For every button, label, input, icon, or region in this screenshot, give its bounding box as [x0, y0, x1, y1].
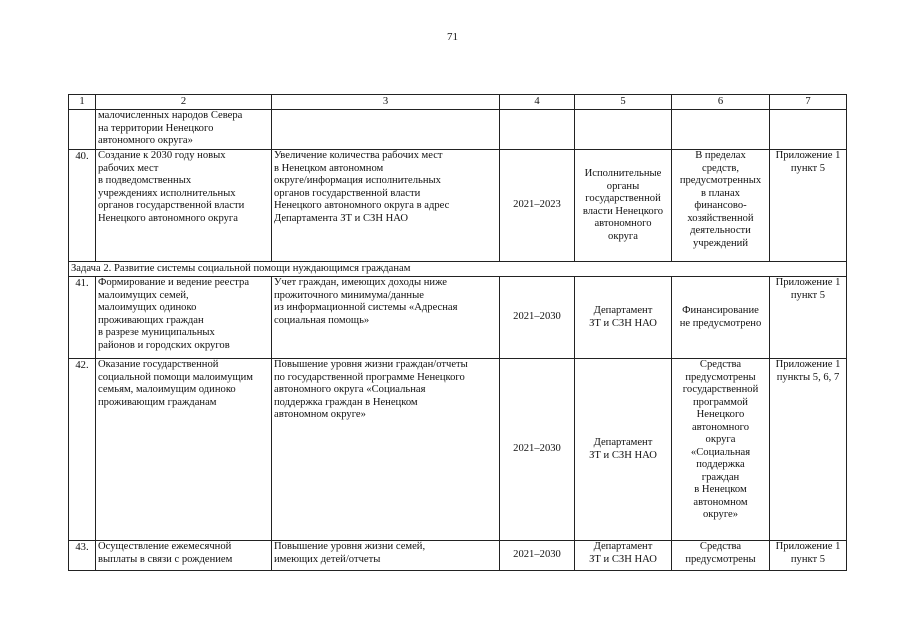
- cell-line: В пределах: [695, 150, 746, 161]
- header-cell: 5: [575, 95, 672, 110]
- cell-executor: [575, 541, 672, 571]
- cell-appendix: [770, 359, 847, 541]
- header-cell: 6: [672, 95, 770, 110]
- cell-funding: [672, 277, 770, 359]
- cell-line: «Социальная: [690, 446, 751, 458]
- cell-line: проживающим гражданам: [98, 396, 217, 408]
- header-row: [69, 95, 847, 110]
- cell-line: округа: [608, 230, 638, 242]
- cell-line: социальной помощи малоимущим: [98, 371, 253, 383]
- table-row: [69, 110, 847, 150]
- table-row: [69, 359, 847, 541]
- cell-appendix: [770, 277, 847, 359]
- cell-appendix: [770, 110, 847, 150]
- cell-line: финансово-: [694, 200, 747, 211]
- cell-line: Ненецкого: [696, 409, 745, 420]
- cell-line: пункт 5: [790, 553, 826, 565]
- cell-action: [96, 110, 272, 150]
- cell-num: 40.: [69, 150, 96, 262]
- cell-line: социальная помощь»: [274, 314, 370, 326]
- cell-line: предусмотрены: [685, 553, 756, 565]
- measures-table: [68, 94, 847, 571]
- cell-line: граждан: [701, 471, 740, 483]
- cell-line: предусмотрены: [685, 371, 756, 383]
- cell-line: по государственной программе Ненецкого: [274, 371, 465, 383]
- cell-result: [272, 541, 500, 571]
- cell-period: 2021–2030: [500, 359, 575, 541]
- cell-line: Приложение 1: [775, 541, 841, 552]
- cell-funding: [672, 359, 770, 541]
- task-heading: Задача 2. Развитие системы социальной помощи нуждающимся гражданам: [69, 262, 847, 277]
- cell-line: Исполнительные: [584, 168, 662, 179]
- header-cell: 1: [69, 95, 96, 110]
- cell-line: автономного: [691, 421, 750, 433]
- cell-line: Увеличение количества рабочих мест: [274, 150, 443, 161]
- cell-executor: [575, 359, 672, 541]
- cell-line: Департамента ЗТ и СЗН НАО: [274, 212, 409, 224]
- cell-num: 43.: [69, 541, 96, 571]
- table-row: [69, 277, 847, 359]
- cell-line: округе/информация исполнительных: [274, 175, 441, 186]
- cell-line: органов государственной власти: [98, 200, 245, 211]
- cell-period: 2021–2030: [500, 541, 575, 571]
- cell-line: программой: [693, 396, 748, 408]
- cell-line: Повышение уровня жизни граждан/отчеты: [274, 359, 468, 370]
- table-row: [69, 541, 847, 571]
- cell-line: органов государственной власти: [274, 187, 421, 199]
- cell-line: Приложение 1: [775, 359, 841, 370]
- cell-line: Ненецкого автономного округа: [98, 212, 238, 224]
- cell-line: рабочих мест: [98, 162, 159, 174]
- cell-line: автономного: [594, 218, 652, 229]
- cell-line: Оказание государственной: [98, 359, 219, 370]
- cell-line: Департамент: [593, 305, 653, 316]
- cell-num: 42.: [69, 359, 96, 541]
- header-cell: 7: [770, 95, 847, 110]
- cell-line: Формирование и ведение реестра: [98, 277, 250, 288]
- cell-line: власти Ненецкого: [582, 205, 664, 217]
- cell-line: прожиточного минимума/данные: [274, 289, 424, 301]
- cell-line: Департамент: [593, 541, 653, 552]
- cell-line: Осуществление ежемесячной: [98, 541, 232, 552]
- cell-line: Приложение 1: [775, 150, 841, 161]
- cell-funding: [672, 110, 770, 150]
- page-number: 71: [447, 31, 458, 43]
- cell-line: малочисленных народов Севера: [98, 110, 243, 121]
- cell-line: в разрезе муниципальных: [98, 327, 215, 338]
- cell-line: государственной: [585, 193, 661, 204]
- cell-funding: [672, 150, 770, 262]
- cell-line: ЗТ и СЗН НАО: [589, 317, 657, 329]
- cell-line: автономном округе»: [274, 409, 366, 420]
- cell-line: проживающих граждан: [98, 314, 204, 326]
- cell-funding: [672, 541, 770, 571]
- cell-line: семьям, малоимущим одиноко: [98, 384, 236, 395]
- cell-line: районов и городских округов: [98, 339, 230, 351]
- cell-action: [96, 277, 272, 359]
- cell-line: Учет граждан, имеющих доходы ниже: [274, 277, 447, 288]
- cell-line: малоимущих семей,: [98, 289, 189, 301]
- cell-line: на территории Ненецкого: [98, 122, 214, 134]
- cell-line: ЗТ и СЗН НАО: [589, 449, 657, 461]
- cell-result: [272, 110, 500, 150]
- cell-executor: [575, 110, 672, 150]
- cell-result: [272, 277, 500, 359]
- cell-line: выплаты в связи с рождением: [98, 553, 233, 565]
- cell-line: хозяйственной: [687, 212, 754, 224]
- cell-line: пункт 5: [790, 162, 826, 174]
- cell-line: учреждений: [692, 237, 749, 249]
- header-cell: 2: [96, 95, 272, 110]
- cell-line: государственной: [682, 384, 759, 395]
- cell-line: поддержка: [696, 459, 745, 470]
- cell-line: средств,: [702, 162, 739, 174]
- header-cell: 3: [272, 95, 500, 110]
- cell-action: [96, 541, 272, 571]
- cell-line: Средства: [699, 541, 742, 552]
- cell-line: в Ненецком автономном: [274, 162, 384, 174]
- cell-line: автономного округа»: [98, 135, 193, 146]
- header-cell: 4: [500, 95, 575, 110]
- cell-line: в Ненецком: [694, 484, 747, 495]
- cell-line: Создание к 2030 году новых: [98, 150, 226, 161]
- cell-appendix: [770, 541, 847, 571]
- cell-num: [69, 110, 96, 150]
- cell-executor: [575, 277, 672, 359]
- cell-line: Финансирование: [682, 305, 759, 316]
- cell-period: 2021–2030: [500, 277, 575, 359]
- cell-line: имеющих детей/отчеты: [274, 553, 381, 565]
- cell-line: не предусмотрено: [679, 317, 762, 329]
- cell-line: из информационной системы «Адресная: [274, 302, 458, 313]
- cell-appendix: [770, 150, 847, 262]
- cell-line: пункт 5: [790, 289, 826, 301]
- cell-line: автономного округа «Социальная: [274, 384, 426, 395]
- cell-line: предусмотренных: [679, 175, 762, 186]
- table-row: [69, 150, 847, 262]
- cell-line: органы: [606, 180, 640, 192]
- cell-line: деятельности: [690, 225, 751, 236]
- cell-action: [96, 150, 272, 262]
- cell-line: Департамент: [593, 437, 653, 448]
- cell-line: автономном: [693, 496, 748, 508]
- cell-period: 2021–2023: [500, 150, 575, 262]
- cell-action: [96, 359, 272, 541]
- cell-line: в планах: [701, 187, 740, 199]
- cell-line: пункты 5, 6, 7: [776, 371, 840, 383]
- cell-line: Средства: [699, 359, 742, 370]
- cell-period: [500, 110, 575, 150]
- task-row: [69, 262, 847, 277]
- cell-line: малоимущих одиноко: [98, 302, 197, 313]
- cell-num: 41.: [69, 277, 96, 359]
- cell-line: округе»: [702, 509, 739, 520]
- cell-line: округа: [705, 434, 736, 445]
- cell-line: ЗТ и СЗН НАО: [589, 553, 657, 565]
- cell-line: Повышение уровня жизни семей,: [274, 541, 426, 552]
- cell-result: [272, 359, 500, 541]
- cell-line: Ненецкого автономного округа в адрес: [274, 200, 450, 211]
- cell-line: в подведомственных: [98, 175, 192, 186]
- cell-result: [272, 150, 500, 262]
- cell-line: поддержка граждан в Ненецком: [274, 396, 418, 408]
- cell-line: учреждениях исполнительных: [98, 187, 236, 199]
- cell-executor: [575, 150, 672, 262]
- cell-line: Приложение 1: [775, 277, 841, 288]
